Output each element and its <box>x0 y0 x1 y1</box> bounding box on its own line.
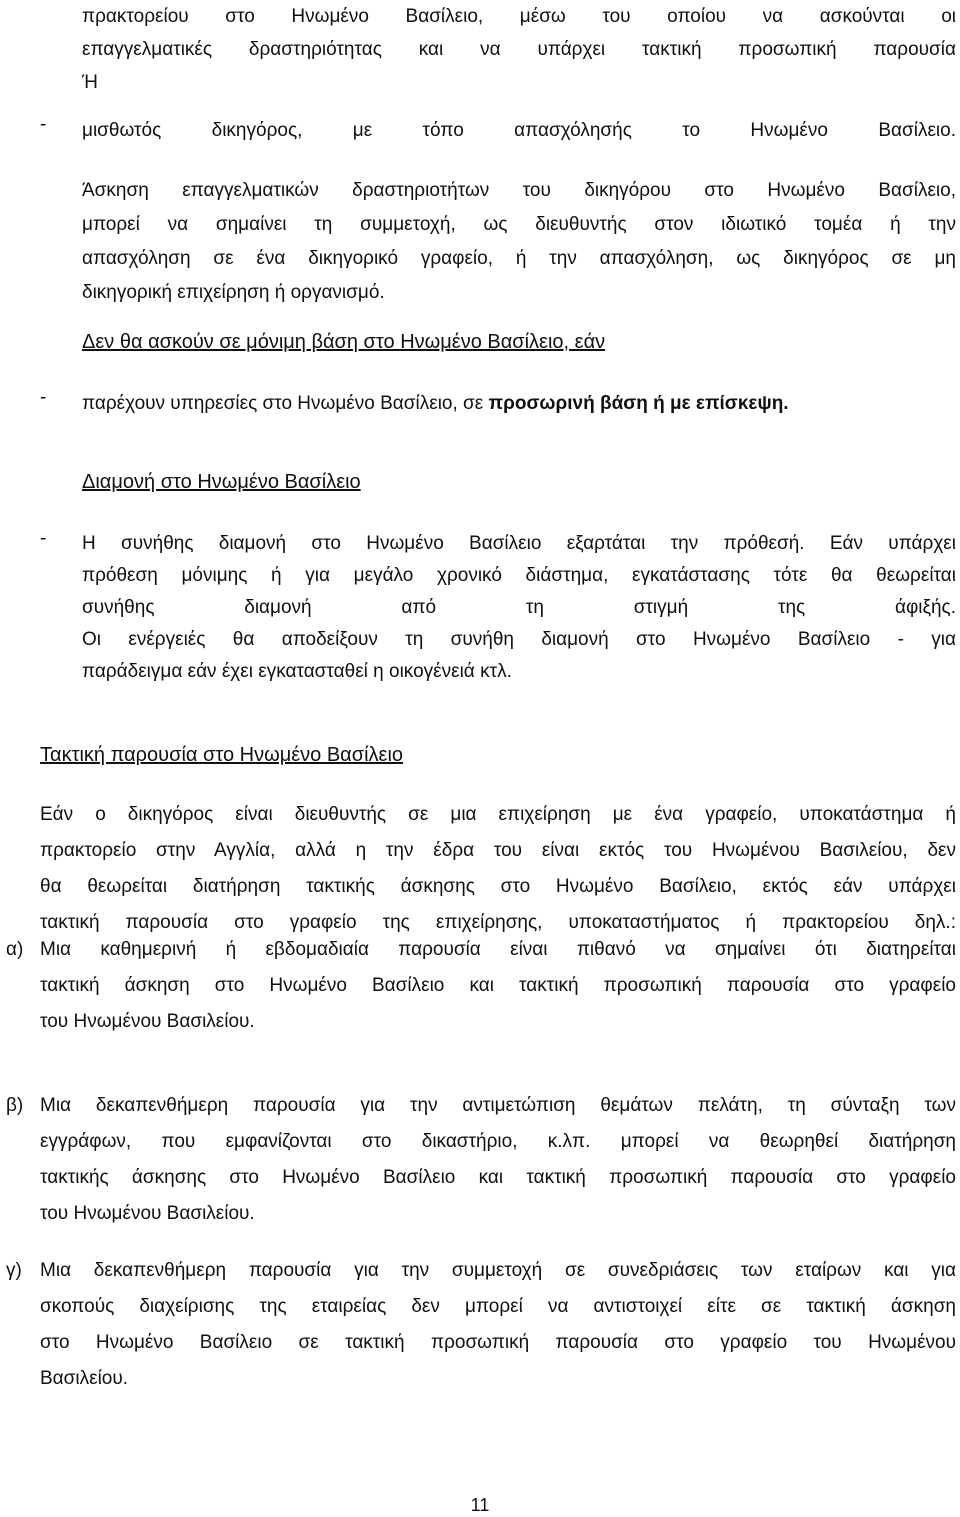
list-item-a <box>6 932 956 1040</box>
text-line: Εάν ο δικηγόρος είναι διευθυντής σε μια επιχείρηση με ένα γραφείο, υποκατάστημα ή <box>40 804 956 825</box>
text-plain: παρέχουν υπηρεσίες στο Ηνωμένο Βασίλειο, σε <box>82 393 489 414</box>
list-marker: β) <box>6 1095 24 1116</box>
text-line: μπορεί να σημαίνει τη συμμετοχή, ως διευθυντής στον ιδιωτικό τομέα ή την <box>82 214 956 235</box>
heading-not-permanent: Δεν θα ασκούν σε μόνιμη βάση στο Ηνωμένο Βασίλειο, εάν <box>82 331 606 353</box>
text-line: συνήθης διαμονή από τη στιγμή της άφιξής. <box>82 597 956 618</box>
list-marker: γ) <box>6 1260 22 1281</box>
text-line: Η συνήθης διαμονή στο Ηνωμένο Βασίλειο εξαρτάται την πρόθεσή. Εάν υπάρχει <box>82 533 956 554</box>
text-line: τακτική παρουσία στο γραφείο της επιχείρησης, υποκαταστήματος ή πρακτορείου δηλ.: <box>40 912 956 933</box>
list-marker: α) <box>6 939 24 960</box>
dash-marker: - <box>40 114 47 135</box>
text-line: τακτική άσκηση στο Ηνωμένο Βασίλειο και τακτική προσωπική παρουσία στο γραφείο <box>40 975 956 996</box>
text-line: του Ηνωμένου Βασιλείου. <box>40 1011 255 1032</box>
exercise-paragraph <box>82 174 956 310</box>
text-line: Ή <box>82 72 98 93</box>
text-line: πρακτορείο στην Αγγλία, αλλά η την έδρα του είναι εκτός του Ηνωμένου Βασιλείου, δεν <box>40 840 956 861</box>
text-line: εγγράφων, που εμφανίζονται στο δικαστήριο, κ.λπ. μπορεί να θεωρηθεί διατήρηση <box>40 1131 956 1152</box>
dash-item-temporary <box>82 387 789 421</box>
text-line: Άσκηση επαγγελματικών δραστηριοτήτων του δικηγόρου στο Ηνωμένο Βασίλειο, <box>82 180 956 201</box>
page-number: 11 <box>470 1495 490 1515</box>
text-line: του Ηνωμένου Βασιλείου. <box>40 1203 255 1224</box>
text-line: στο Ηνωμένο Βασίλειο σε τακτική προσωπική παρουσία στο γραφείο του Ηνωμένου <box>40 1332 956 1353</box>
dash-marker: - <box>40 387 47 408</box>
text-line: θα θεωρείται διατήρηση τακτικής άσκησης στο Ηνωμένο Βασίλειο, εκτός εάν υπάρχει <box>40 876 956 897</box>
text-line: επαγγελματικές δραστηριότητας και να υπάρχει τακτική προσωπική παρουσία <box>82 39 956 60</box>
text-line: Μια δεκαπενθήμερη παρουσία για την συμμετοχή σε συνεδριάσεις των εταίρων και για <box>40 1260 956 1281</box>
dash-item-salaried-lawyer <box>82 114 956 147</box>
text-line: σκοπούς διαχείρισης της εταιρείας δεν μπορεί να αντιστοιχεί είτε σε τακτική άσκηση <box>40 1296 956 1317</box>
text-line: Βασιλείου. <box>40 1368 129 1389</box>
list-item-b <box>6 1088 956 1232</box>
dash-item-residence <box>82 528 956 688</box>
text-line: πρόθεση μόνιμης ή για μεγάλο χρονικό διάστημα, εγκατάστασης τότε θα θεωρείται <box>82 565 956 586</box>
regular-presence-paragraph <box>40 797 956 941</box>
text-line: Οι ενέργειές θα αποδείξουν τη συνήθη διαμονή στο Ηνωμένο Βασίλειο - για <box>82 629 956 650</box>
dash-marker: - <box>40 528 47 549</box>
text-line: Μια καθημερινή ή εβδομαδιαία παρουσία είναι πιθανό να σημαίνει ότι διατηρείται <box>40 939 956 960</box>
text-bold: προσωρινή βάση ή με επίσκεψη. <box>488 393 789 414</box>
text-line: πρακτορείου στο Ηνωμένο Βασίλειο, μέσω του οποίου να ασκούνται οι <box>82 6 956 27</box>
text-line: παράδειγμα εάν έχει εγκατασταθεί η οικογένειά κτλ. <box>82 661 512 682</box>
heading-residence: Διαμονή στο Ηνωμένο Βασίλειο <box>82 471 361 493</box>
text-line: τακτικής άσκησης στο Ηνωμένο Βασίλειο και τακτική προσωπική παρουσία στο γραφείο <box>40 1167 956 1188</box>
text-line: απασχόληση σε ένα δικηγορικό γραφείο, ή την απασχόληση, ως δικηγόρος σε μη <box>82 248 956 269</box>
text-line: δικηγορική επιχείρηση ή οργανισμό. <box>82 282 385 303</box>
list-item-c <box>6 1253 956 1397</box>
text-line: μισθωτός δικηγόρος, με τόπο απασχόλησής το Ηνωμένο Βασίλειο. <box>82 120 956 141</box>
intro-paragraph <box>82 0 956 99</box>
text-line: Μια δεκαπενθήμερη παρουσία για την αντιμετώπιση θεμάτων πελάτη, τη σύνταξη των <box>40 1095 956 1116</box>
heading-regular-presence: Τακτική παρουσία στο Ηνωμένο Βασίλειο <box>40 744 404 766</box>
